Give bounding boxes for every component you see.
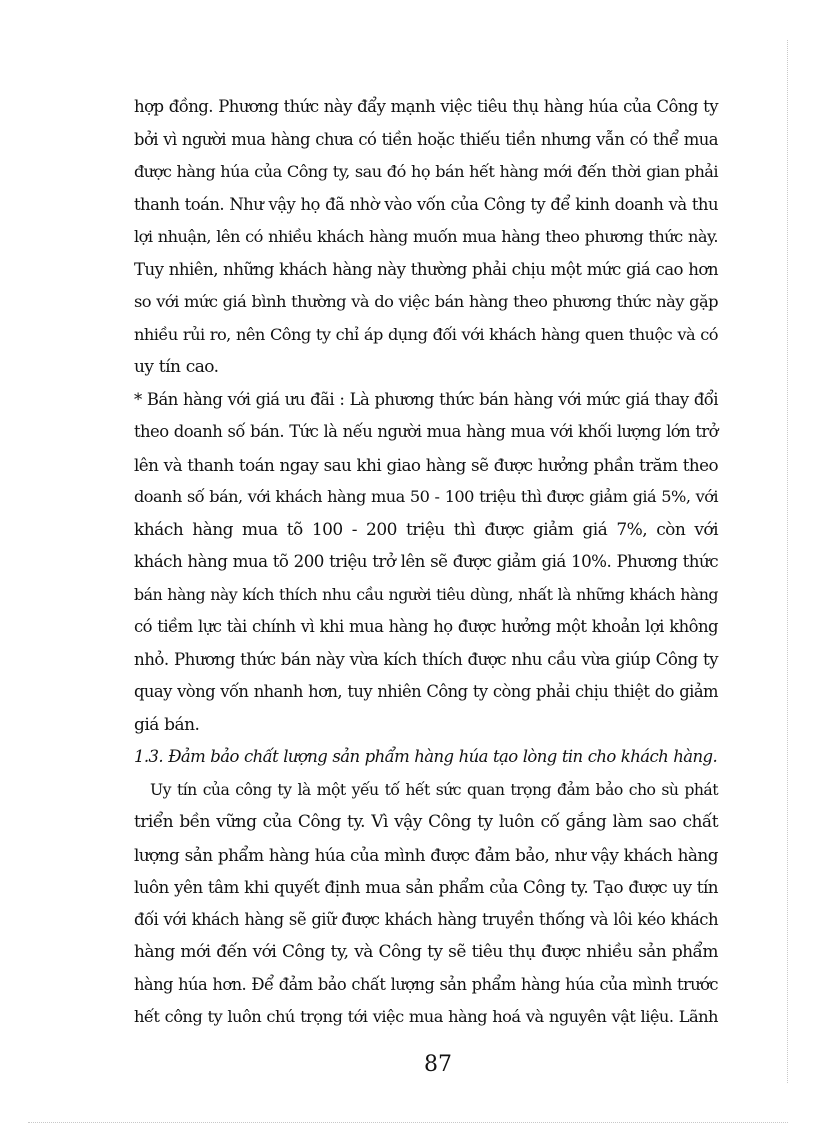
text-line: nhỏ. Phương thức bán này vừa kích thích được nhu cầu vừa giúp Công ty xyxy=(134,649,718,669)
text-line: so với mức giá bình thường và do việc bán hàng theo phương thức này gặp xyxy=(134,292,718,311)
text-line: Tuy nhiên, những khách hàng này thường phải chịu một mức giá cao hơn xyxy=(134,259,718,279)
text-line: có tiềm lực tài chính vì khi mua hàng họ được hưởng một khoản lợi không xyxy=(134,617,718,636)
paragraph-quality-assurance xyxy=(134,774,718,1034)
text-line: khách hàng mua tõ 100 - 200 triệu thì được giảm giá 7%, còn với xyxy=(134,519,718,540)
text-line: đối với khách hàng sẽ giữ được khách hàng truyền thống và lôi kéo khách xyxy=(134,909,718,929)
text-line: hàng húa hơn. Để đảm bảo chất lượng sản phẩm hàng húa của mình trước xyxy=(134,974,718,994)
text-line: lợi nhuận, lên có nhiều khách hàng muốn mua hàng theo phương thức này. xyxy=(134,227,718,246)
text-line: hết công ty luôn chú trọng tới việc mua hàng hoá và nguyên vật liệu. Lãnh xyxy=(134,1007,718,1026)
paragraph-preferential-pricing xyxy=(134,384,718,742)
text-line: hợp đồng. Phương thức này đẩy mạnh việc tiêu thụ hàng húa của Công ty xyxy=(134,97,718,116)
page-border-right xyxy=(787,40,788,1083)
text-line: giá bán. xyxy=(134,714,200,735)
section-heading: 1.3. Đảm bảo chất lượng sản phẩm hàng húa tạo lòng tin cho khách hàng. xyxy=(134,747,718,766)
document-body xyxy=(134,91,718,1034)
text-line: lên và thanh toán ngay sau khi giao hàng sẽ được hưởng phần trăm theo xyxy=(134,454,718,475)
text-line: thanh toán. Như vậy họ đã nhờ vào vốn của Công ty để kinh doanh và thu xyxy=(134,194,718,214)
text-line: bởi vì người mua hàng chưa có tiền hoặc thiếu tiền nhưng vẫn có thể mua xyxy=(134,129,718,149)
text-line: luôn yên tâm khi quyết định mua sản phẩm của Công ty. Tạo được uy tín xyxy=(134,877,718,897)
text-line: triển bền vững của Công ty. Vì vậy Công ty luôn cố gắng làm sao chất xyxy=(134,812,718,832)
page-number: 87 xyxy=(424,1052,452,1077)
text-line: bán hàng này kích thích nhu cầu người tiêu dùng, nhất là những khách hàng xyxy=(134,584,718,604)
text-line: Uy tín của công ty là một yếu tố hết sức quan trọng đảm bảo cho sù phát xyxy=(150,779,718,799)
text-line: doanh số bán, với khách hàng mua 50 - 100 triệu thì được giảm giá 5%, với xyxy=(134,487,718,506)
text-line: được hàng húa của Công ty, sau đó họ bán hết hàng mới đến thời gian phải xyxy=(134,162,718,181)
text-line: lượng sản phẩm hàng húa của mình được đảm bảo, như vậy khách hàng xyxy=(134,844,718,865)
text-line: * Bán hàng với giá ưu đãi : Là phương thức bán hàng với mức giá thay đổi xyxy=(134,389,718,409)
paragraph-payment-terms xyxy=(134,91,718,384)
text-line: quay vòng vốn nhanh hơn, tuy nhiên Công ty còng phải chịu thiệt do giảm xyxy=(134,682,718,701)
text-line: nhiều rủi ro, nên Công ty chỉ áp dụng đối với khách hàng quen thuộc và có xyxy=(134,324,718,344)
text-line: khách hàng mua tõ 200 triệu trở lên sẽ được giảm giá 10%. Phương thức xyxy=(134,552,718,571)
text-line: hàng mới đến với Công ty, và Công ty sẽ tiêu thụ được nhiều sản phẩm xyxy=(134,942,718,962)
text-line: uy tín cao. xyxy=(134,357,219,377)
text-line: theo doanh số bán. Tức là nếu người mua hàng mua với khối lượng lớn trở xyxy=(134,422,718,441)
